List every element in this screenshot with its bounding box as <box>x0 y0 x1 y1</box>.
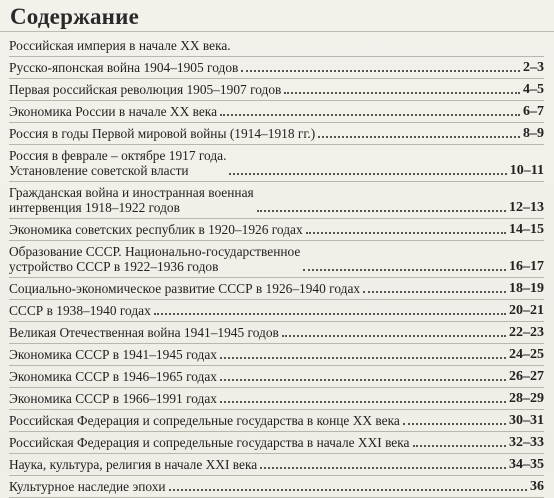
toc-entry-pages: 26–27 <box>509 369 544 384</box>
toc-entry-label: Российская Федерация и сопредельные государства в начале XXI века <box>9 435 410 450</box>
dot-leader <box>220 114 520 116</box>
dot-leader <box>229 173 506 175</box>
dot-leader <box>403 423 506 425</box>
toc-entry-pages: 34–35 <box>509 457 544 472</box>
dot-leader <box>284 92 520 94</box>
dot-leader <box>220 401 506 403</box>
toc-entry[interactable] <box>9 101 544 123</box>
toc-entry-label-line: Гражданская война и иностранная военная <box>9 185 254 200</box>
toc-entry-label: Экономика России в начале XX века <box>9 104 218 119</box>
toc-entry-label: Российская империя в начале XX века. <box>9 38 231 53</box>
toc-entry-label: Россия в годы Первой мировой войны (1914–1918 гг.) <box>9 126 316 141</box>
toc-entry-label: Экономика СССР в 1941–1945 годах <box>9 347 217 362</box>
toc-entry-pages: 6–7 <box>523 104 544 119</box>
toc-entry-pages: 32–33 <box>509 435 544 450</box>
toc-entry-pages: 22–23 <box>509 325 544 340</box>
toc-entry-pages: 16–17 <box>509 259 544 274</box>
toc-entry[interactable] <box>9 79 544 101</box>
page-title: Содержание <box>10 4 139 29</box>
toc-entry-label: Экономика СССР в 1946–1965 годах <box>9 369 217 384</box>
toc-entry-label: Российская Федерация и сопредельные государства в конце XX века <box>9 413 400 428</box>
dot-leader <box>282 335 506 337</box>
toc-entry[interactable] <box>9 388 544 410</box>
dot-leader <box>303 269 506 271</box>
toc-entry-label-line: Россия в феврале – октябре 1917 года. <box>9 148 227 163</box>
toc-entry[interactable] <box>9 278 544 300</box>
toc-entry-label: Первая российская революция 1905–1907 годов <box>9 82 282 97</box>
table-of-contents <box>9 35 544 498</box>
toc-entry[interactable] <box>9 57 544 79</box>
toc-entry-pages: 10–11 <box>509 163 544 178</box>
toc-entry-pages: 28–29 <box>509 391 544 406</box>
toc-entry[interactable] <box>9 410 544 432</box>
toc-entry[interactable] <box>9 182 544 219</box>
toc-entry[interactable] <box>9 432 544 454</box>
toc-entry-label-line: Образование СССР. Национально-государственное <box>9 244 301 259</box>
toc-entry-label-line: Установление советской власти <box>9 163 189 178</box>
dot-leader <box>363 291 506 293</box>
toc-entry[interactable] <box>9 476 544 498</box>
toc-entry[interactable] <box>9 219 544 241</box>
dot-leader <box>318 136 520 138</box>
dot-leader <box>413 445 506 447</box>
dot-leader <box>257 210 506 212</box>
toc-entry-pages: 24–25 <box>509 347 544 362</box>
toc-entry-label: Русско-японская война 1904–1905 годов <box>9 60 239 75</box>
toc-entry-pages: 8–9 <box>523 126 544 141</box>
toc-entry-label: Экономика СССР в 1966–1991 годах <box>9 391 217 406</box>
toc-entry-pages: 36 <box>530 479 544 494</box>
toc-entry-label: Культурное наследие эпохи <box>9 479 166 494</box>
toc-entry-label <box>9 148 226 178</box>
toc-entry-pages: 2–3 <box>523 60 544 75</box>
toc-entry[interactable] <box>9 344 544 366</box>
toc-entry[interactable] <box>9 35 544 57</box>
toc-entry-label: Экономика советских республик в 1920–1926 годах <box>9 222 303 237</box>
dot-leader <box>306 232 506 234</box>
toc-entry[interactable] <box>9 241 544 278</box>
toc-entry-label: Наука, культура, религия в начале XXI века <box>9 457 258 472</box>
toc-entry-pages: 18–19 <box>509 281 544 296</box>
toc-entry-label-line: интервенция 1918–1922 годов <box>9 200 180 215</box>
toc-entry-pages: 14–15 <box>509 222 544 237</box>
toc-entry-pages: 30–31 <box>509 413 544 428</box>
dot-leader <box>220 379 506 381</box>
toc-entry-label <box>9 185 254 215</box>
toc-entry[interactable] <box>9 123 544 145</box>
toc-entry-pages: 12–13 <box>509 200 544 215</box>
toc-entry-label: Социально-экономическое развитие СССР в 1926–1940 годах <box>9 281 361 296</box>
toc-entry-label <box>9 244 300 274</box>
dot-leader <box>169 489 527 491</box>
toc-entry[interactable] <box>9 300 544 322</box>
title-divider <box>0 31 554 32</box>
toc-entry-pages: 4–5 <box>523 82 544 97</box>
toc-entry-label: Великая Отечественная война 1941–1945 годов <box>9 325 279 340</box>
toc-entry[interactable] <box>9 145 544 182</box>
dot-leader <box>220 357 506 359</box>
dot-leader <box>154 313 506 315</box>
toc-entry[interactable] <box>9 366 544 388</box>
toc-entry[interactable] <box>9 322 544 344</box>
dot-leader <box>260 467 506 469</box>
dot-leader <box>241 70 520 72</box>
toc-entry-label: СССР в 1938–1940 годах <box>9 303 151 318</box>
toc-entry-pages: 20–21 <box>509 303 544 318</box>
toc-entry-label-line: устройство СССР в 1922–1936 годов <box>9 259 219 274</box>
